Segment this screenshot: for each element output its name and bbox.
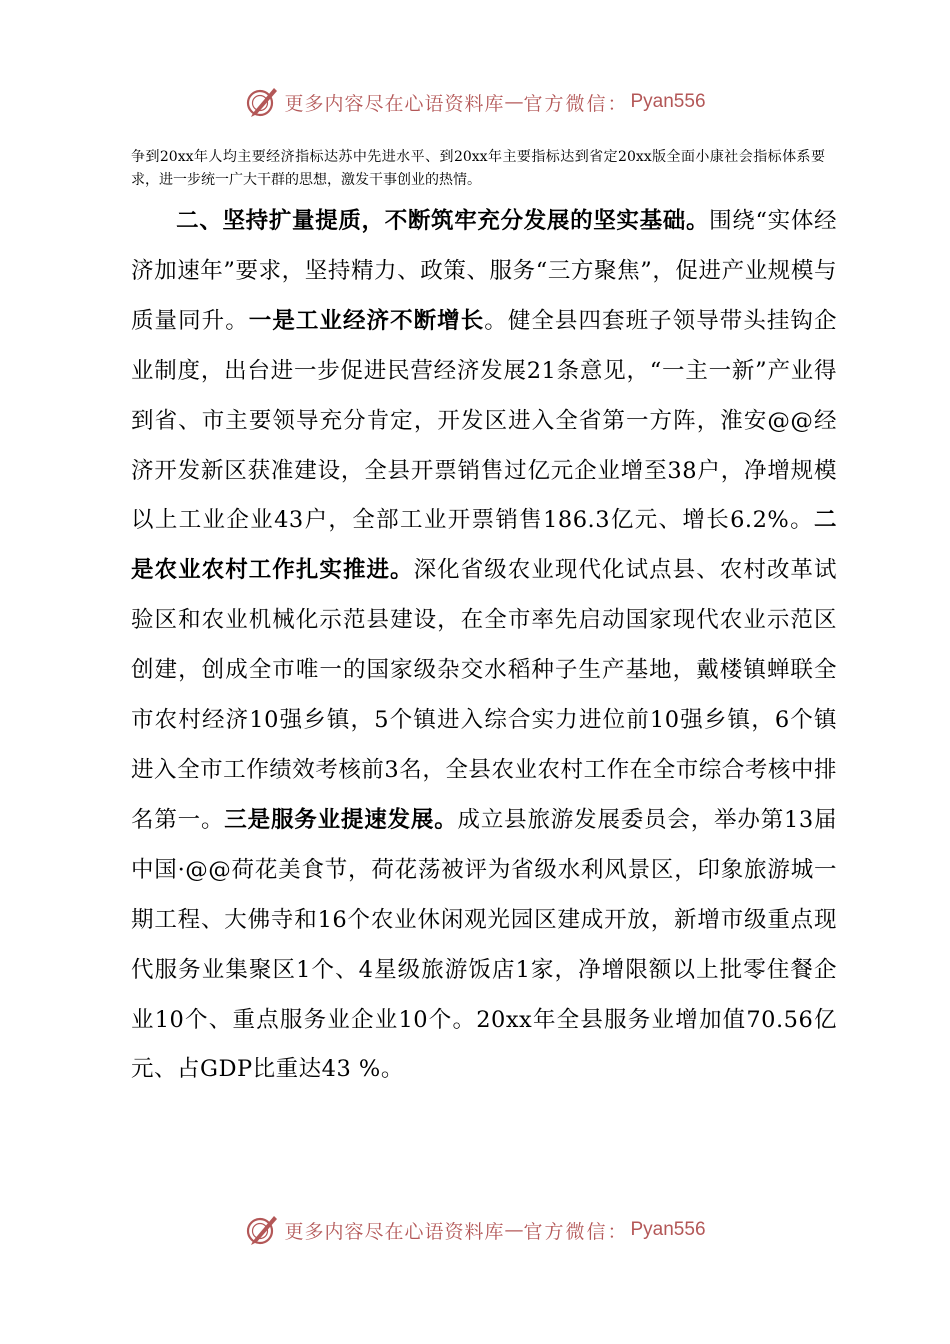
quill-pen-seal-icon (244, 1212, 280, 1248)
point3-title: 三是服务业提速发展。 (224, 806, 458, 833)
section-two-paragraph (131, 197, 837, 1095)
watermark-subtitle: 官方微信： (523, 1220, 629, 1243)
point1-text: 。健全县四套班子领导带头挂钩企业制度，出台进一步促进民营经济发展21条意见，“一主一新”产业得到省、市主要领导充分肯定，开发区进入全省第一方阵，淮安@@经济开发新区获准建设，全县开票销售过亿元企业增至38户，净增规模以上工业企业43户，全部工业开票销售186.3亿元、增长6.2%。 (131, 307, 837, 534)
section-two-heading: 二、坚持扩量提质，不断筑牢充分发展的坚实基础。 (176, 208, 710, 234)
watermark-header (0, 80, 950, 124)
quill-pen-seal-icon (244, 84, 280, 120)
section-two-lead: 围绕“实体经济加速年”要求，坚持精力、政策、服务“三方聚焦”，促进产业规模与质量同升。 (131, 208, 837, 334)
watermark-title: 更多内容尽在心语资料库 (284, 92, 505, 115)
point2-text: 深化省级农业现代化试点县、农村改革试验区和农业机械化示范县建设，在全市率先启动国家现代农业示范区创建，创成全市唯一的国家级杂交水稻种子生产基地，戴楼镇蝉联全市农村经济10强乡镇，5个镇进入综合实力进位前10强乡镇，6个镇进入全市工作绩效考核前3名，全县农业农村工作在全市综合考核中排名第一。 (131, 557, 837, 833)
point3-text: 成立县旅游发展委员会，举办第13届中国·@@荷花美食节，荷花荡被评为省级水利风景区，印象旅游城一期工程、大佛寺和16个农业休闲观光园区建成开放，新增市级重点现代服务业集聚区1个、4星级旅游饭店1家，净增限额以上批零住餐企业10个、重点服务业企业10个。20xx年全县服务业增加值70.56亿元、占GDP比重达43 %。 (131, 806, 837, 1083)
watermark-title: 更多内容尽在心语资料库 (284, 1220, 505, 1243)
intro-fragment: 争到20xx年人均主要经济指标达苏中先进水平、到20xx年主要指标达到省定20xx版全面小康社会指标体系要求，进一步统一广大干群的思想，激发干事创业的热情。 (131, 149, 825, 188)
point1-title: 一是工业经济不断增长 (248, 307, 485, 334)
watermark-footer (0, 1208, 950, 1252)
watermark-separator: — (504, 91, 524, 113)
watermark-wechat-id: Pyan556 (630, 91, 706, 112)
watermark-wechat-id: Pyan556 (630, 1219, 706, 1240)
watermark-separator: — (504, 1219, 524, 1241)
watermark-subtitle: 官方微信： (523, 92, 629, 115)
point2-title: 二是农业农村工作扎实推进。 (131, 507, 837, 584)
